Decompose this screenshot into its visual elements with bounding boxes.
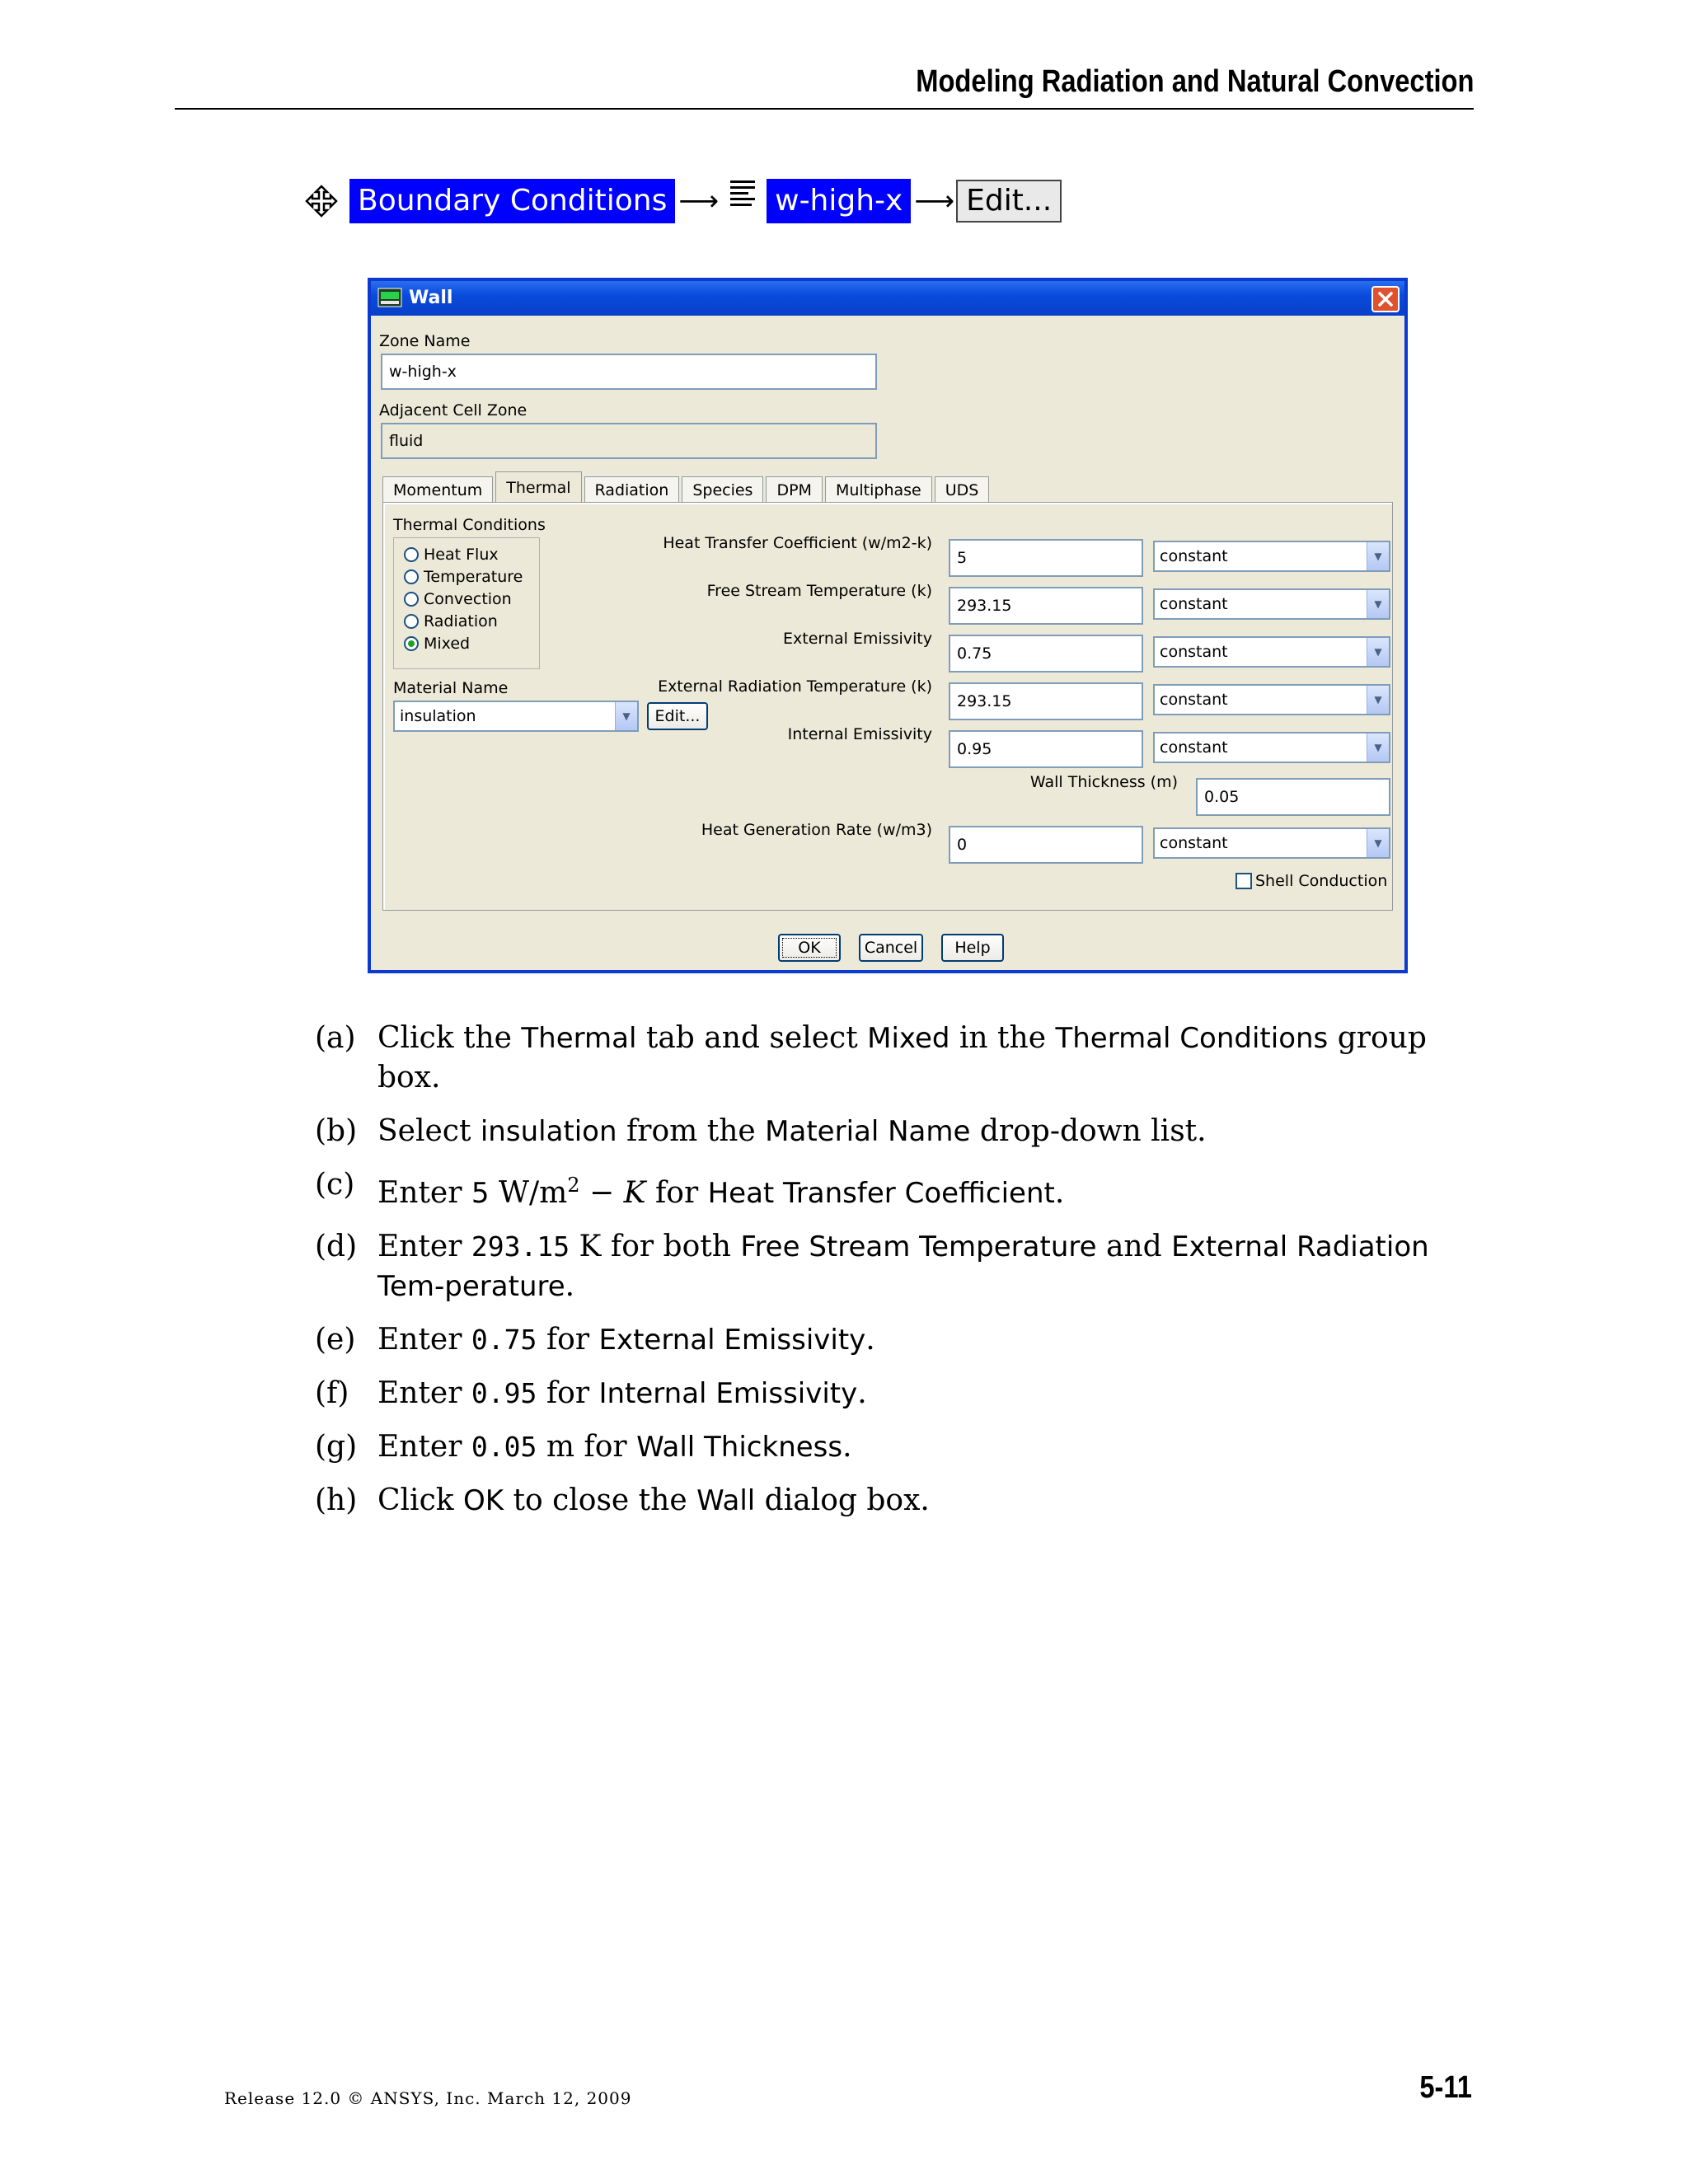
radio-mixed[interactable] xyxy=(404,632,539,654)
step-marker: (d) xyxy=(315,1230,358,1263)
step-d xyxy=(315,1227,1477,1306)
chevron-down-icon[interactable]: ▼ xyxy=(1367,733,1389,762)
step-f xyxy=(315,1374,1477,1413)
cancel-button[interactable]: Cancel xyxy=(859,934,923,962)
step-text: . xyxy=(865,1323,875,1357)
internal-emissivity-label: Internal Emissivity xyxy=(787,725,932,743)
step-text: to close the xyxy=(504,1483,697,1517)
thermal-conditions-label: Thermal Conditions xyxy=(393,516,546,534)
radio-label: Temperature xyxy=(424,567,523,586)
method-value: constant xyxy=(1160,643,1228,661)
superscript: 2 xyxy=(567,1174,580,1197)
radio-heat-flux[interactable] xyxy=(404,543,539,565)
step-e xyxy=(315,1320,1477,1360)
breadcrumb-arrow: ⟶ xyxy=(678,185,718,218)
radio-button[interactable] xyxy=(404,569,419,584)
step-marker: (f) xyxy=(315,1376,349,1410)
free-stream-temperature-method[interactable] xyxy=(1153,588,1390,620)
step-a xyxy=(315,1019,1477,1098)
step-text: . xyxy=(857,1376,867,1410)
page-number: 5-11 xyxy=(1419,2070,1472,2105)
step-text: group box. xyxy=(377,1021,1427,1094)
radio-label: Mixed xyxy=(424,634,471,653)
material-name-value: insulation xyxy=(400,707,476,725)
radio-temperature[interactable] xyxy=(404,565,539,588)
step-marker: (g) xyxy=(315,1430,358,1464)
heat-transfer-coefficient-method[interactable] xyxy=(1153,541,1390,572)
gui-term: Wall xyxy=(696,1484,756,1517)
method-value: constant xyxy=(1160,595,1228,613)
chevron-down-icon[interactable]: ▼ xyxy=(1367,829,1389,857)
mono-value: 293.15 xyxy=(471,1230,570,1263)
step-text: Enter xyxy=(377,1230,471,1263)
step-text: drop-down list. xyxy=(970,1114,1207,1148)
gui-term: Thermal Conditions xyxy=(1055,1022,1329,1055)
external-emissivity-input[interactable]: 0.75 xyxy=(949,635,1143,673)
step-text: in the xyxy=(950,1021,1056,1055)
step-b xyxy=(315,1112,1477,1151)
step-text: Enter xyxy=(377,1376,471,1410)
step-text: . xyxy=(565,1269,575,1303)
gui-term: Free Stream Temperature xyxy=(740,1230,1097,1263)
step-text: from the xyxy=(617,1114,766,1148)
method-value: constant xyxy=(1160,547,1228,565)
chevron-down-icon[interactable]: ▼ xyxy=(1367,686,1389,714)
external-radiation-temperature-method[interactable] xyxy=(1153,684,1390,715)
mono-value: 0.95 xyxy=(471,1377,537,1409)
tab-bar xyxy=(382,472,992,504)
gui-term: Heat Transfer Coefficient xyxy=(707,1177,1055,1210)
step-text: Enter xyxy=(377,1430,471,1464)
step-text: m for xyxy=(537,1430,637,1464)
breadcrumb-arrow: ⟶ xyxy=(914,185,954,218)
step-text: Enter xyxy=(377,1176,471,1210)
chevron-down-icon[interactable]: ▼ xyxy=(615,702,637,730)
breadcrumb-w-high-x[interactable]: w-high-x xyxy=(767,179,911,223)
step-text: dialog box. xyxy=(755,1483,930,1517)
gui-term: Thermal xyxy=(521,1022,637,1055)
heat-transfer-coefficient-label: Heat Transfer Coefficient (w/m2-k) xyxy=(663,534,932,552)
breadcrumb-boundary-conditions[interactable]: Boundary Conditions xyxy=(349,179,675,223)
adjacent-cell-zone-label: Adjacent Cell Zone xyxy=(379,401,528,419)
step-h xyxy=(315,1481,1477,1521)
radio-button[interactable] xyxy=(404,592,419,607)
shell-conduction-option[interactable] xyxy=(1236,872,1387,890)
step-text: and xyxy=(1096,1230,1172,1263)
step-g xyxy=(315,1427,1477,1467)
math-italic: K xyxy=(623,1176,646,1210)
step-text: − xyxy=(579,1176,624,1210)
shell-conduction-label: Shell Conduction xyxy=(1255,872,1388,890)
wall-thickness-label: Wall Thickness (m) xyxy=(1029,773,1178,791)
step-marker: (e) xyxy=(315,1323,356,1357)
tab-thermal[interactable]: Thermal xyxy=(495,471,581,504)
navigation-pane-icon xyxy=(305,185,338,218)
step-text: for xyxy=(537,1376,599,1410)
free-stream-temperature-input[interactable]: 293.15 xyxy=(949,587,1143,625)
heat-generation-rate-method[interactable] xyxy=(1153,827,1390,859)
header-rule xyxy=(175,108,1474,110)
step-marker: (h) xyxy=(315,1483,358,1517)
adjacent-cell-zone-field: fluid xyxy=(381,423,877,459)
radio-button-selected[interactable] xyxy=(404,636,419,651)
zone-name-input[interactable]: w-high-x xyxy=(381,354,877,390)
tab-radiation[interactable]: Radiation xyxy=(584,476,680,504)
heat-generation-rate-label: Heat Generation Rate (w/m3) xyxy=(701,821,932,839)
gui-term: External Radiation Tem-perature xyxy=(377,1230,1429,1303)
gui-term: Wall Thickness xyxy=(636,1431,843,1464)
footer-release: Release 12.0 © ANSYS, Inc. March 12, 2009 xyxy=(224,2088,632,2108)
radio-convection[interactable] xyxy=(404,588,539,610)
chevron-down-icon[interactable]: ▼ xyxy=(1367,638,1389,666)
step-text: Select xyxy=(377,1114,481,1148)
mono-value: 0.05 xyxy=(471,1431,537,1463)
tab-uds[interactable]: UDS xyxy=(935,476,990,504)
shell-conduction-checkbox[interactable] xyxy=(1236,873,1252,889)
step-text: for xyxy=(645,1176,708,1210)
chevron-down-icon[interactable]: ▼ xyxy=(1367,542,1389,570)
radio-radiation[interactable] xyxy=(404,610,539,632)
close-icon xyxy=(1373,288,1398,311)
step-text: K for both xyxy=(570,1230,741,1263)
step-text: tab and select xyxy=(636,1021,868,1055)
material-name-label: Material Name xyxy=(393,679,509,697)
heat-transfer-coefficient-input[interactable]: 5 xyxy=(949,539,1143,577)
radio-label: Convection xyxy=(424,589,512,608)
gui-term: 5 xyxy=(471,1177,490,1210)
radio-label: Radiation xyxy=(424,612,498,630)
step-marker: (c) xyxy=(315,1168,355,1202)
task-page-list-icon xyxy=(729,179,757,212)
dialog-titlebar[interactable] xyxy=(371,281,1404,316)
breadcrumb-edit-button[interactable]: Edit... xyxy=(956,180,1062,223)
step-text: Enter xyxy=(377,1323,471,1357)
chevron-down-icon[interactable]: ▼ xyxy=(1367,590,1389,618)
instruction-list xyxy=(315,1019,1477,1535)
heat-generation-rate-input[interactable]: 0 xyxy=(949,826,1143,864)
step-marker: (b) xyxy=(315,1114,358,1148)
step-text: W/m xyxy=(489,1176,568,1210)
external-radiation-temperature-label: External Radiation Temperature (k) xyxy=(658,677,932,696)
gui-term: insulation xyxy=(480,1115,617,1148)
mono-value: 0.75 xyxy=(471,1324,537,1356)
dialog-title: Wall xyxy=(409,288,453,308)
method-value: constant xyxy=(1160,834,1228,852)
tab-multiphase[interactable]: Multiphase xyxy=(825,476,932,504)
wall-thickness-input[interactable]: 0.05 xyxy=(1196,778,1390,816)
gui-term: OK xyxy=(463,1484,504,1517)
gui-term: Mixed xyxy=(867,1022,950,1055)
method-value: constant xyxy=(1160,738,1228,757)
step-text: for xyxy=(537,1323,599,1357)
internal-emissivity-method[interactable] xyxy=(1153,732,1390,763)
running-header-title: Modeling Radiation and Natural Convection xyxy=(915,64,1474,99)
radio-button[interactable] xyxy=(404,547,419,562)
material-name-dropdown[interactable] xyxy=(393,701,639,732)
ok-button[interactable]: OK xyxy=(778,934,841,962)
external-emissivity-method[interactable] xyxy=(1153,636,1390,668)
step-text: . xyxy=(842,1430,852,1464)
step-text: . xyxy=(1054,1176,1065,1210)
gui-term: Material Name xyxy=(765,1115,971,1148)
radio-button[interactable] xyxy=(404,614,419,629)
method-value: constant xyxy=(1160,691,1228,709)
fluent-app-icon xyxy=(377,288,402,307)
wall-dialog xyxy=(368,278,1408,973)
external-emissivity-label: External Emissivity xyxy=(783,630,932,648)
external-radiation-temperature-input[interactable]: 293.15 xyxy=(949,682,1143,720)
breadcrumb xyxy=(305,178,1062,224)
step-text: Click the xyxy=(377,1021,522,1055)
radio-label: Heat Flux xyxy=(424,545,499,564)
step-c xyxy=(315,1165,1477,1213)
tab-dpm[interactable]: DPM xyxy=(766,476,822,504)
internal-emissivity-input[interactable]: 0.95 xyxy=(949,730,1143,768)
tab-species[interactable]: Species xyxy=(682,476,763,504)
help-button[interactable]: Help xyxy=(941,934,1004,962)
gui-term: Internal Emissivity xyxy=(598,1377,858,1410)
step-text: Click xyxy=(377,1483,463,1517)
thermal-conditions-group xyxy=(393,537,540,669)
zone-name-label: Zone Name xyxy=(379,332,471,350)
free-stream-temperature-label: Free Stream Temperature (k) xyxy=(706,582,932,600)
tab-momentum[interactable]: Momentum xyxy=(382,476,493,504)
material-edit-button[interactable]: Edit... xyxy=(647,702,708,730)
gui-term: External Emissivity xyxy=(598,1324,866,1357)
thermal-panel xyxy=(382,502,1393,911)
step-marker: (a) xyxy=(315,1021,356,1055)
close-button[interactable] xyxy=(1372,286,1400,312)
